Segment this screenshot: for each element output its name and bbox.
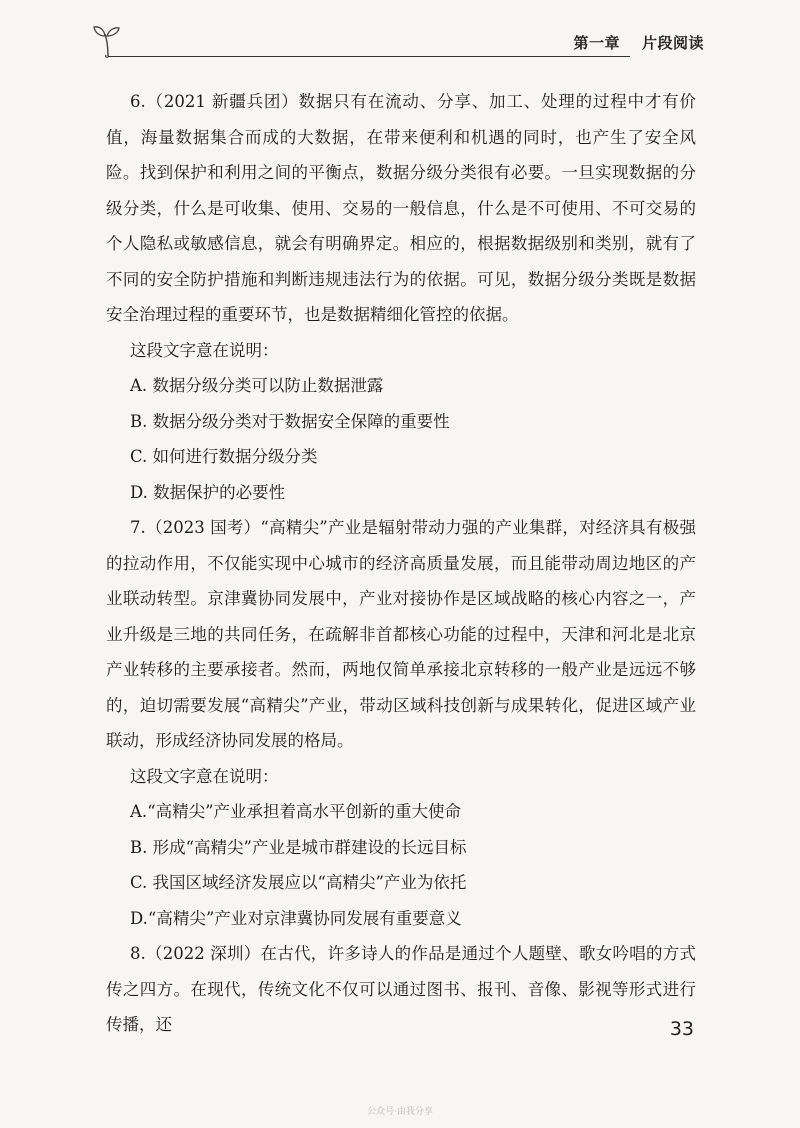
question-6-text: 数据只有在流动、分享、加工、处理的过程中才有价值，海量数据集合而成的大数据，在带来便利和机遇的同时，也产生了安全风险。找到保护和利用之间的平衡点，数据分级分类很有必要。一旦实现数据的分级分类，什么是可收集、使用、交易的一般信息，什么是不可使用、不可交易的个人隐私或敏感信息，就会有明确界定。相应的，根据数据级别和类别，就有了不同的安全防护措施和判断违规违法行为的依据。可见，数据分级分类既是数据安全治理过程的重要环节，也是数据精细化管控的依据。 [106, 92, 697, 324]
running-header [573, 32, 704, 53]
question-6-option-b: B. 数据分级分类对于数据安全保障的重要性 [130, 411, 450, 431]
question-7-passage [106, 510, 696, 759]
question-7-text: “高精尖”产业是辐射带动力强的产业集群，对经济具有极强的拉动作用，不仅能实现中心城市的经济高质量发展，而且能带动周边地区的产业联动转型。京津冀协同发展中，产业对接协作是区域战略的核心内容之一，产业升级是三地的共同任务，在疏解非首都核心功能的过程中，天津和河北是北京产业转移的主要承接者。然而，两地仅简单承接北京转移的一般产业是远远不够的，迫切需要发展“高精尖”产业，带动区域科技创新与成果转化，促进区域产业联动，形成经济协同发展的格局。 [106, 518, 697, 750]
sprout-icon [92, 22, 128, 58]
question-6-passage [106, 84, 696, 333]
question-7-prompt: 这段文字意在说明： [130, 766, 279, 786]
question-6-number: 6.（2021 新疆兵团） [130, 92, 299, 111]
question-6-prompt: 这段文字意在说明： [130, 340, 279, 360]
page-header [92, 22, 704, 58]
question-7-number: 7.（2023 国考） [130, 518, 261, 537]
question-7-option-c: C. 我国区域经济发展应以“高精尖”产业为依托 [130, 873, 467, 892]
question-7-option-d: D.“高精尖”产业对京津冀协同发展有重要意义 [130, 908, 462, 928]
question-8-passage [106, 936, 696, 1043]
question-7-option-a: A.“高精尖”产业承担着高水平创新的重大使命 [130, 802, 462, 821]
question-6-option-a: A. 数据分级分类可以防止数据泄露 [130, 376, 384, 395]
question-8-number: 8.（2022 深圳） [130, 944, 261, 963]
question-6-option-c: C. 如何进行数据分级分类 [130, 447, 318, 466]
page-content [106, 84, 696, 1043]
question-8-text: 在古代，许多诗人的作品是通过个人题壁、歌女吟唱的方式传之四方。在现代，传统文化不仅可以通过图书、报刊、音像、影视等形式进行传播，还 [106, 944, 696, 1034]
watermark-text: 公众号·由我分享 [367, 1107, 433, 1117]
question-7-option-b: B. 形成“高精尖”产业是城市群建设的长远目标 [130, 837, 467, 857]
header-rule [108, 56, 630, 57]
chapter-label: 第一章 [573, 34, 620, 52]
question-6-option-d: D. 数据保护的必要性 [130, 482, 286, 502]
page-number: 33 [669, 1018, 694, 1040]
section-label: 片段阅读 [641, 34, 704, 52]
